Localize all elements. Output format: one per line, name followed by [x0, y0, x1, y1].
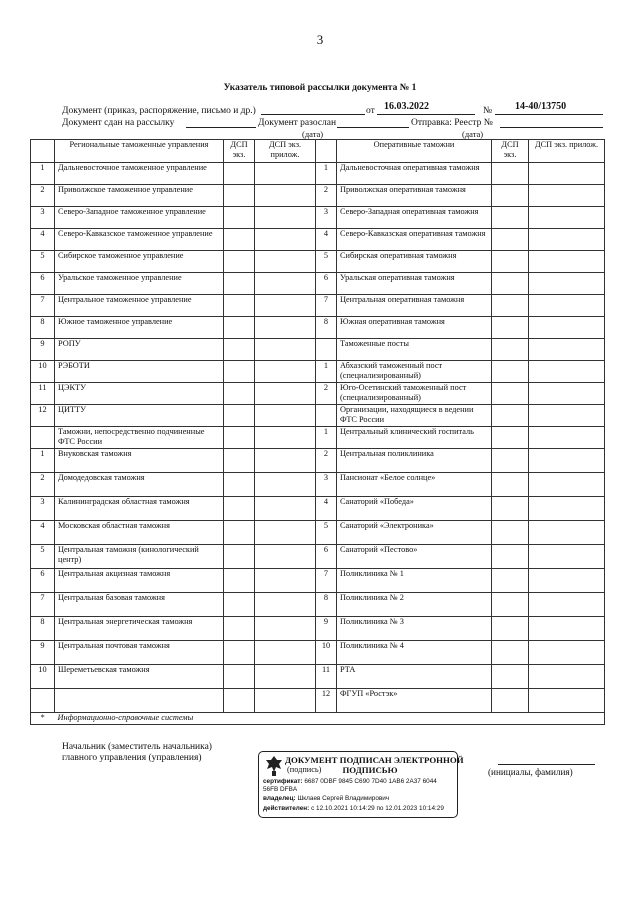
row-right-dsp-attach: [529, 665, 605, 689]
row-right-name: Центральный клинический госпиталь: [337, 427, 492, 449]
row-right-name: Сибирская оперативная таможня: [337, 251, 492, 273]
table-footer-row: [31, 713, 605, 725]
row-left-dsp-copies: [224, 405, 255, 427]
row-left-dsp-attach: [255, 641, 316, 665]
row-left-name: Домодедовская таможня: [55, 473, 224, 497]
row-left-number: 7: [31, 593, 55, 617]
row-right-dsp-copies: [492, 295, 529, 317]
table-row: [31, 295, 605, 317]
row-right-number: 12: [316, 689, 337, 713]
row-right-name: Уральская оперативная таможня: [337, 273, 492, 295]
row-right-name: Дальневосточная оперативная таможня: [337, 163, 492, 185]
stamp-owner-line: [263, 795, 389, 803]
row-right-dsp-copies: [492, 163, 529, 185]
row-right-dsp-copies: [492, 339, 529, 361]
row-left-dsp-copies: [224, 593, 255, 617]
row-left-dsp-attach: [255, 473, 316, 497]
row-right-number: 7: [316, 569, 337, 593]
row-left-number: 10: [31, 665, 55, 689]
table-row: [31, 273, 605, 295]
row-left-dsp-attach: [255, 229, 316, 251]
row-right-dsp-attach: [529, 163, 605, 185]
row-right-dsp-attach: [529, 641, 605, 665]
row-right-dsp-attach: [529, 521, 605, 545]
row-right-number: 7: [316, 295, 337, 317]
row-right-name: Поликлиника № 2: [337, 593, 492, 617]
row-left-dsp-copies: [224, 273, 255, 295]
row-right-number: 3: [316, 473, 337, 497]
table-row: [31, 593, 605, 617]
stamp-cert-line: [263, 778, 437, 786]
submitted-underline: [186, 127, 256, 128]
row-right-dsp-copies: [492, 449, 529, 473]
table-row: [31, 473, 605, 497]
row-right-number: 9: [316, 617, 337, 641]
row-right-number: 5: [316, 521, 337, 545]
table-row: [31, 229, 605, 251]
row-right-dsp-copies: [492, 361, 529, 383]
row-right-number: 11: [316, 665, 337, 689]
signer-position-line2: главного управления (управления): [62, 753, 202, 763]
row-left-dsp-copies: [224, 689, 255, 713]
electronic-signature-stamp: [258, 751, 464, 818]
row-left-dsp-copies: [224, 229, 255, 251]
row-right-dsp-copies: [492, 521, 529, 545]
row-left-dsp-copies: [224, 317, 255, 339]
row-right-dsp-copies: [492, 593, 529, 617]
stamp-cert-line2: 56FB DFBA: [263, 786, 298, 793]
row-right-number: 8: [316, 317, 337, 339]
row-left-name: Центральная таможня (кинологический центр): [55, 545, 224, 569]
row-left-dsp-copies: [224, 295, 255, 317]
table-row: [31, 339, 605, 361]
table-row: [31, 361, 605, 383]
header-dsp-copies: ДСП экз.: [224, 140, 255, 163]
row-right-dsp-attach: [529, 273, 605, 295]
table-row: [31, 665, 605, 689]
row-left-number: 4: [31, 229, 55, 251]
date-caption-2: (дата): [462, 129, 484, 139]
date-caption-1: (дата): [302, 129, 324, 139]
page-number: 3: [316, 32, 324, 47]
row-right-dsp-copies: [492, 665, 529, 689]
row-left-name: Центральная акцизная таможня: [55, 569, 224, 593]
row-right-number: [316, 405, 337, 427]
row-left-dsp-attach: [255, 339, 316, 361]
submitted-label: Документ сдан на рассылку: [62, 118, 175, 128]
row-left-number: 10: [31, 361, 55, 383]
row-right-number: 4: [316, 229, 337, 251]
row-left-number: 6: [31, 273, 55, 295]
doc-type-label: Документ (приказ, распоряжение, письмо и др.): [62, 106, 256, 116]
table-row: [31, 497, 605, 521]
row-right-dsp-attach: [529, 569, 605, 593]
row-left-dsp-copies: [224, 569, 255, 593]
row-left-number: 11: [31, 383, 55, 405]
signer-position: [62, 742, 212, 764]
header-num-left: [31, 140, 55, 163]
stamp-heading-line2: ПОДПИСЬЮ: [342, 765, 398, 775]
row-left-dsp-attach: [255, 251, 316, 273]
row-left-name: Московская областная таможня: [55, 521, 224, 545]
row-right-name: ФГУП «Ростэк»: [337, 689, 492, 713]
row-right-name: Поликлиника № 4: [337, 641, 492, 665]
stamp-heading-line1: ДОКУМЕНТ ПОДПИСАН ЭЛЕКТРОННОЙ: [285, 755, 464, 765]
row-right-dsp-attach: [529, 473, 605, 497]
row-right-dsp-attach: [529, 185, 605, 207]
row-right-dsp-attach: [529, 427, 605, 449]
row-right-dsp-attach: [529, 593, 605, 617]
date-underline: [377, 114, 475, 115]
row-left-dsp-attach: [255, 361, 316, 383]
row-right-dsp-copies: [492, 689, 529, 713]
row-right-dsp-attach: [529, 229, 605, 251]
row-right-name: Центральная поликлиника: [337, 449, 492, 473]
table-row: [31, 405, 605, 427]
row-left-number: 2: [31, 473, 55, 497]
page-title: Указатель типовой рассылки документа № 1: [223, 83, 417, 93]
row-right-number: 1: [316, 427, 337, 449]
table-row: [31, 383, 605, 405]
row-left-dsp-attach: [255, 497, 316, 521]
header-num-right: [316, 140, 337, 163]
number-underline: [495, 114, 603, 115]
row-right-name: Таможенные посты: [337, 339, 492, 361]
header-dsp-copies-2: ДСП экз.: [492, 140, 529, 163]
row-left-dsp-attach: [255, 689, 316, 713]
document-date: 16.03.2022: [384, 101, 429, 112]
row-left-number: 8: [31, 317, 55, 339]
row-right-dsp-attach: [529, 339, 605, 361]
row-left-dsp-copies: [224, 361, 255, 383]
row-right-dsp-copies: [492, 185, 529, 207]
row-right-dsp-copies: [492, 497, 529, 521]
header-operative: Оперативные таможни: [337, 140, 492, 163]
row-right-name: Санаторий «Электроника»: [337, 521, 492, 545]
row-right-dsp-attach: [529, 251, 605, 273]
row-right-dsp-attach: [529, 449, 605, 473]
row-right-number: 4: [316, 497, 337, 521]
emblem-icon: [264, 755, 284, 777]
row-right-dsp-copies: [492, 545, 529, 569]
row-left-dsp-attach: [255, 545, 316, 569]
table-row: [31, 207, 605, 229]
row-left-dsp-copies: [224, 383, 255, 405]
table-row: [31, 545, 605, 569]
header-dsp-attach: ДСП экз. прилож.: [255, 140, 316, 163]
row-right-name: Поликлиника № 1: [337, 569, 492, 593]
row-left-number: 9: [31, 641, 55, 665]
row-left-name: Приволжское таможенное управление: [55, 185, 224, 207]
row-left-name: РОПУ: [55, 339, 224, 361]
row-left-dsp-attach: [255, 569, 316, 593]
shipment-underline: [500, 127, 603, 128]
row-left-dsp-attach: [255, 427, 316, 449]
row-left-name: ЦЭКТУ: [55, 383, 224, 405]
fio-caption: (инициалы, фамилия): [488, 767, 573, 777]
table-row: [31, 163, 605, 185]
row-right-name: Центральная оперативная таможня: [337, 295, 492, 317]
row-left-number: 1: [31, 449, 55, 473]
table-row: [31, 617, 605, 641]
row-left-number: [31, 689, 55, 713]
row-left-name: Южное таможенное управление: [55, 317, 224, 339]
row-right-dsp-copies: [492, 317, 529, 339]
row-right-dsp-copies: [492, 569, 529, 593]
row-right-dsp-copies: [492, 641, 529, 665]
row-left-dsp-attach: [255, 405, 316, 427]
row-left-name: Таможни, непосредственно подчиненные ФТС России: [55, 427, 224, 449]
row-left-number: 3: [31, 207, 55, 229]
row-right-dsp-copies: [492, 405, 529, 427]
row-right-name: Санаторий «Пестово»: [337, 545, 492, 569]
row-left-dsp-attach: [255, 273, 316, 295]
row-left-dsp-attach: [255, 317, 316, 339]
row-left-name: Центральное таможенное управление: [55, 295, 224, 317]
row-left-dsp-copies: [224, 207, 255, 229]
doc-type-underline: [261, 114, 365, 115]
row-right-number: 10: [316, 641, 337, 665]
header-regional: Региональные таможенные управления: [55, 140, 224, 163]
row-left-name: Северо-Кавказское таможенное управление: [55, 229, 224, 251]
row-left-dsp-copies: [224, 497, 255, 521]
stamp-cert-label: сертификат:: [263, 778, 303, 785]
table-row: [31, 521, 605, 545]
stamp-owner: Шклаев Сергей Владимирович: [297, 795, 390, 802]
row-right-dsp-attach: [529, 361, 605, 383]
row-left-name: [55, 689, 224, 713]
signer-position-line1: Начальник (заместитель начальника): [62, 742, 212, 752]
distribution-table: [30, 139, 605, 725]
row-right-number: 2: [316, 185, 337, 207]
row-right-name: Пансионат «Белое солнце»: [337, 473, 492, 497]
row-right-dsp-attach: [529, 383, 605, 405]
from-label: от: [366, 106, 375, 116]
row-left-number: 9: [31, 339, 55, 361]
row-right-name: Поликлиника № 3: [337, 617, 492, 641]
row-left-dsp-copies: [224, 617, 255, 641]
row-left-name: Дальневосточное таможенное управление: [55, 163, 224, 185]
table-row: [31, 449, 605, 473]
row-right-number: 8: [316, 593, 337, 617]
row-right-dsp-copies: [492, 427, 529, 449]
fio-underline: [498, 763, 595, 765]
table-row: [31, 641, 605, 665]
row-right-number: 2: [316, 383, 337, 405]
row-right-name: Организации, находящиеся в ведении ФТС России: [337, 405, 492, 427]
row-left-name: Центральная базовая таможня: [55, 593, 224, 617]
row-left-number: 5: [31, 251, 55, 273]
row-right-name: Северо-Западная оперативная таможня: [337, 207, 492, 229]
row-left-dsp-attach: [255, 163, 316, 185]
table-header-row: [31, 140, 605, 163]
row-right-dsp-copies: [492, 251, 529, 273]
stamp-valid-label: действителен:: [263, 805, 310, 812]
row-right-number: 2: [316, 449, 337, 473]
row-right-number: [316, 339, 337, 361]
row-right-dsp-attach: [529, 405, 605, 427]
row-left-number: 7: [31, 295, 55, 317]
row-left-name: Шереметьевская таможня: [55, 665, 224, 689]
row-right-number: 1: [316, 361, 337, 383]
row-right-dsp-copies: [492, 273, 529, 295]
row-left-dsp-attach: [255, 295, 316, 317]
row-right-dsp-copies: [492, 617, 529, 641]
row-left-dsp-copies: [224, 427, 255, 449]
row-right-number: 1: [316, 163, 337, 185]
row-right-dsp-attach: [529, 617, 605, 641]
number-label: №: [483, 106, 493, 116]
row-left-number: 1: [31, 163, 55, 185]
row-left-number: 8: [31, 617, 55, 641]
row-left-name: Центральная энергетическая таможня: [55, 617, 224, 641]
row-left-dsp-copies: [224, 251, 255, 273]
stamp-cert-value: 6687 0DBF 9845 C690 7D40 1AB6 2A37 6044: [304, 778, 437, 785]
row-right-name: Приволжская оперативная таможня: [337, 185, 492, 207]
sent-underline: [337, 127, 409, 128]
row-right-dsp-attach: [529, 545, 605, 569]
row-left-dsp-attach: [255, 383, 316, 405]
row-right-dsp-attach: [529, 295, 605, 317]
row-right-dsp-attach: [529, 689, 605, 713]
row-left-dsp-attach: [255, 449, 316, 473]
row-left-name: Уральское таможенное управление: [55, 273, 224, 295]
row-left-number: [31, 427, 55, 449]
stamp-owner-label: владелец:: [263, 795, 296, 802]
row-left-name: ЦИТТУ: [55, 405, 224, 427]
row-right-name: Южная оперативная таможня: [337, 317, 492, 339]
row-left-dsp-attach: [255, 521, 316, 545]
row-left-dsp-attach: [255, 617, 316, 641]
header-dsp-attach-2: ДСП экз. прилож.: [529, 140, 605, 163]
row-right-number: 5: [316, 251, 337, 273]
row-left-dsp-attach: [255, 185, 316, 207]
row-right-dsp-attach: [529, 317, 605, 339]
row-left-dsp-copies: [224, 545, 255, 569]
stamp-valid-line: [263, 805, 444, 813]
shipment-label: Отправка: Реестр №: [411, 118, 493, 128]
table-row: [31, 317, 605, 339]
signature-caption: (подпись): [287, 765, 322, 774]
row-left-number: 4: [31, 521, 55, 545]
row-right-dsp-attach: [529, 207, 605, 229]
row-right-name: Юго-Осетинский таможенный пост (специализированный): [337, 383, 492, 405]
row-left-dsp-copies: [224, 473, 255, 497]
row-left-dsp-attach: [255, 593, 316, 617]
footer-mark: *: [31, 713, 55, 725]
stamp-valid: с 12.10.2021 10:14:29 по 12.01.2023 10:14:29: [311, 805, 444, 812]
row-left-number: 5: [31, 545, 55, 569]
row-left-number: 12: [31, 405, 55, 427]
row-left-dsp-copies: [224, 449, 255, 473]
row-left-dsp-copies: [224, 521, 255, 545]
footer-text: Информационно-справочные системы: [55, 713, 605, 725]
row-left-dsp-copies: [224, 185, 255, 207]
row-right-dsp-copies: [492, 229, 529, 251]
row-right-number: 6: [316, 273, 337, 295]
row-left-dsp-copies: [224, 163, 255, 185]
row-right-dsp-copies: [492, 383, 529, 405]
row-left-dsp-attach: [255, 665, 316, 689]
row-left-number: 3: [31, 497, 55, 521]
row-left-dsp-copies: [224, 339, 255, 361]
row-right-dsp-copies: [492, 473, 529, 497]
sent-label: Документ разослан: [258, 118, 337, 128]
row-right-name: Абхазский таможенный пост (специализированный): [337, 361, 492, 383]
row-left-dsp-copies: [224, 665, 255, 689]
row-right-number: 3: [316, 207, 337, 229]
row-left-dsp-copies: [224, 641, 255, 665]
row-right-dsp-copies: [492, 207, 529, 229]
row-left-name: Северо-Западное таможенное управление: [55, 207, 224, 229]
row-right-name: РТА: [337, 665, 492, 689]
row-left-name: Центральная почтовая таможня: [55, 641, 224, 665]
document-number: 14-40/13750: [515, 101, 567, 112]
row-left-name: РЭБОТИ: [55, 361, 224, 383]
row-left-name: Внуковская таможня: [55, 449, 224, 473]
row-right-name: Северо-Кавказская оперативная таможня: [337, 229, 492, 251]
row-right-dsp-attach: [529, 497, 605, 521]
row-right-name: Санаторий «Победа»: [337, 497, 492, 521]
table-row: [31, 427, 605, 449]
table-row: [31, 689, 605, 713]
row-left-number: 2: [31, 185, 55, 207]
row-left-number: 6: [31, 569, 55, 593]
row-right-number: 6: [316, 545, 337, 569]
row-left-dsp-attach: [255, 207, 316, 229]
table-row: [31, 185, 605, 207]
table-row: [31, 569, 605, 593]
table-row: [31, 251, 605, 273]
row-left-name: Калининградская областная таможня: [55, 497, 224, 521]
row-left-name: Сибирское таможенное управление: [55, 251, 224, 273]
